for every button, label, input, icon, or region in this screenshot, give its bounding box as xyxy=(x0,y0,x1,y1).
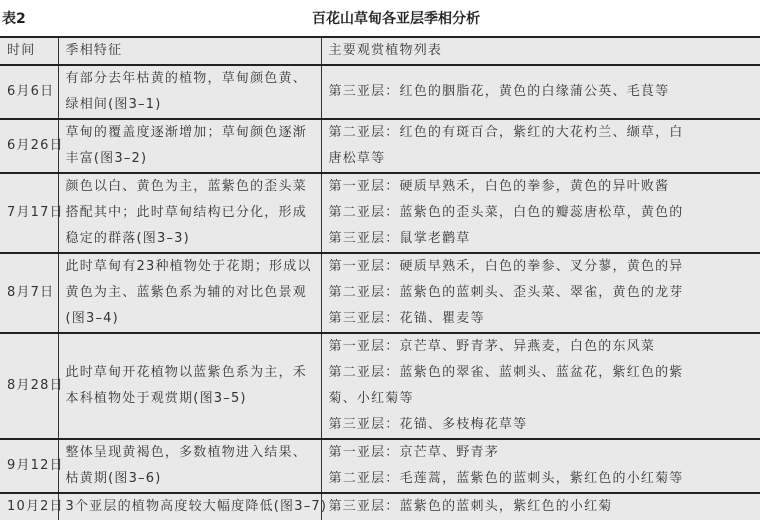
date-cell: 8月7日 xyxy=(7,285,55,300)
plants-cell xyxy=(321,65,760,119)
feature-line: 绿相间(图3–1) xyxy=(65,97,162,112)
date-cell: 6月26日 xyxy=(7,138,64,153)
plants-line: 第二亚层：蓝紫色的歪头菜，白色的瓣蕊唐松草，黄色的 xyxy=(328,205,684,220)
plants-line: 唐松草等 xyxy=(328,151,386,166)
plants-line: 第二亚层：蓝紫色的蓝刺头、歪头菜、翠雀，黄色的龙芽 xyxy=(328,285,684,300)
plants-line: 第三亚层：红色的胭脂花，黄色的白缘蒲公英、毛茛等 xyxy=(328,84,670,99)
plants-line: 第二亚层：蓝紫色的翠雀、蓝刺头、蓝盆花，紫红色的紫 xyxy=(328,365,684,380)
feature-line: 整体呈现黄褐色，多数植物进入结果、 xyxy=(65,445,307,460)
feature-line: 3个亚层的植物高度较大幅度降低(图3–7) xyxy=(65,499,328,514)
date-cell: 8月28日 xyxy=(7,378,64,393)
plants-line: 第一亚层：京芒草、野青茅 xyxy=(328,445,499,460)
feature-line: 颜色以白、黄色为主，蓝紫色的歪头菜 xyxy=(65,179,307,194)
plants-cell xyxy=(321,173,760,253)
plants-cell xyxy=(321,439,760,493)
feature-cell xyxy=(58,253,321,333)
feature-line: 本科植物处于观赏期(图3–5) xyxy=(65,391,247,406)
feature-line: 此时草甸有23种植物处于花期；形成以 xyxy=(65,259,312,274)
plants-line: 第三亚层：花锚、瞿麦等 xyxy=(328,311,485,326)
feature-line: 枯黄期(图3–6) xyxy=(65,471,162,486)
feature-cell xyxy=(58,493,328,520)
plants-line: 菊、小红菊等 xyxy=(328,391,414,406)
feature-cell xyxy=(58,119,321,173)
header-plants: 主要观赏植物列表 xyxy=(321,37,760,65)
feature-line: 搭配其中；此时草甸结构已分化，形成 xyxy=(65,205,307,220)
date-cell: 10月2日 xyxy=(7,499,64,514)
plants-line: 第三亚层：花锚、多枝梅花草等 xyxy=(328,417,528,432)
feature-line: 稳定的群落(图3–3) xyxy=(65,231,190,246)
feature-line: 黄色为主、蓝紫色系为辅的对比色景观 xyxy=(65,285,307,300)
feature-line: (图3–4) xyxy=(65,311,119,326)
table-row xyxy=(0,253,760,333)
plants-cell xyxy=(321,333,760,439)
feature-cell xyxy=(58,439,321,493)
plants-line: 第二亚层：红色的有斑百合，紫红的大花杓兰、缬草，白 xyxy=(328,125,684,140)
seasonal-aspect-table xyxy=(0,36,760,520)
plants-line: 第三亚层：鼠掌老鹳草 xyxy=(328,231,471,246)
feature-cell xyxy=(58,173,321,253)
feature-cell xyxy=(58,333,321,439)
header-time: 时间 xyxy=(7,43,36,58)
table-row xyxy=(0,119,760,173)
feature-line: 草甸的覆盖度逐渐增加；草甸颜色逐渐 xyxy=(65,125,307,140)
feature-line: 丰富(图3–2) xyxy=(65,151,148,166)
table-caption xyxy=(0,8,732,30)
plants-cell xyxy=(321,119,760,173)
plants-cell xyxy=(321,493,760,520)
table-row xyxy=(0,439,760,493)
plants-line: 第一亚层：硬质早熟禾，白色的拳参、叉分蓼，黄色的异 xyxy=(328,259,684,274)
table-number: 表2 xyxy=(2,11,26,27)
date-cell: 9月12日 xyxy=(7,458,64,473)
feature-line: 此时草甸开花植物以蓝紫色系为主，禾 xyxy=(65,365,307,380)
plants-line: 第三亚层：蓝紫色的蓝刺头，紫红色的小红菊 xyxy=(328,499,613,514)
feature-cell xyxy=(58,65,321,119)
header-feature: 季相特征 xyxy=(58,37,321,65)
table-row xyxy=(0,333,760,439)
plants-line: 第一亚层：硬质早熟禾，白色的拳参，黄色的异叶败酱 xyxy=(328,179,670,194)
table-header-row xyxy=(0,37,760,65)
table-row xyxy=(0,493,760,520)
table-row xyxy=(0,65,760,119)
feature-line: 有部分去年枯黄的植物，草甸颜色黄、 xyxy=(65,71,307,86)
date-cell: 7月17日 xyxy=(7,205,64,220)
table-row xyxy=(0,173,760,253)
date-cell: 6月6日 xyxy=(7,84,55,99)
plants-line: 第一亚层：京芒草、野青茅、异燕麦，白色的东风菜 xyxy=(328,339,656,354)
table-title: 百花山草甸各亚层季相分析 xyxy=(312,11,480,27)
plants-cell xyxy=(321,253,760,333)
plants-line: 第二亚层：毛莲蒿，蓝紫色的蓝刺头，紫红色的小红菊等 xyxy=(328,471,684,486)
